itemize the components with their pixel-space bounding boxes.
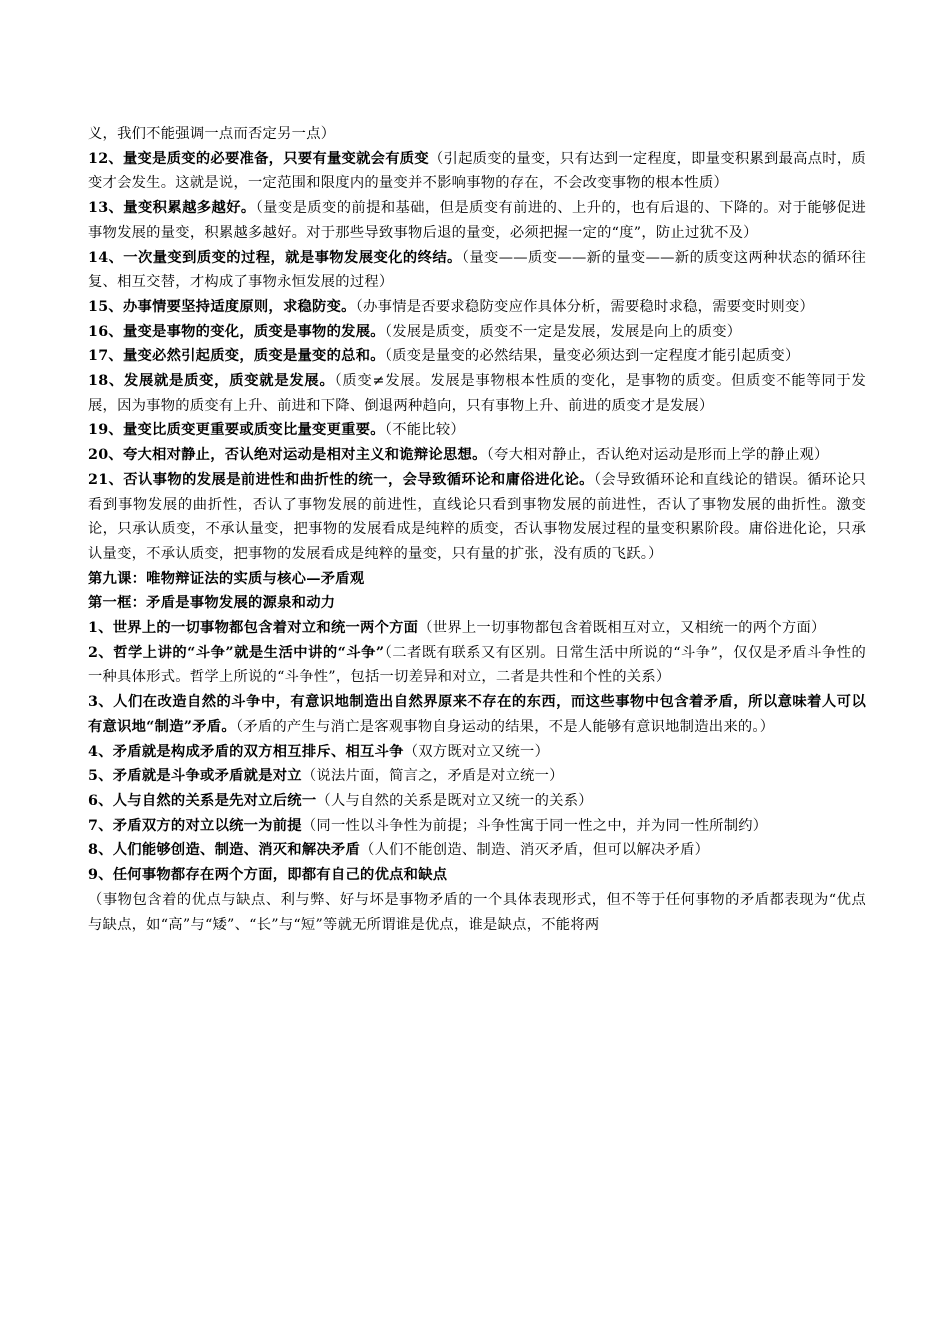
- item-note: （二者既有联系又有区别。日常生活中所说的“斗争”，仅仅是矛盾斗争性的一种具体形式。哲学上所说的“斗争性”，包括一切差异和对立，二者是共性和个性的关系）: [88, 644, 866, 686]
- list-item: [88, 443, 866, 468]
- list-item: [88, 641, 866, 690]
- list-item: [88, 344, 866, 369]
- item-note: （会导致循环论和直线论的错误。循环论只看到事物发展的曲折性，否认了事物发展的前进性，直线论只看到事物发展的前进性，否认了事物发展的曲折性。激变论，只承认质变，不承认量变，把事物的发展看成是纯粹的质变，否认事物发展过程的量变积累阶段。庸俗进化论，只承认量变，不承认质变，把事物的发展看成是纯粹的量变，只有量的扩张，没有质的飞跃。）: [88, 471, 866, 562]
- list-item: [88, 789, 866, 814]
- list-item: [88, 690, 866, 739]
- item-claim: 6、人与自然的关系是先对立后统一: [88, 792, 317, 809]
- item-note: （人与自然的关系是既对立又统一的关系）: [316, 792, 593, 809]
- document-page: [88, 122, 866, 937]
- list-item: [88, 838, 866, 863]
- item-note: （人们不能创造、制造、消灭矛盾，但可以解决矛盾）: [360, 842, 710, 859]
- list-item: [88, 468, 866, 567]
- list-item: [88, 196, 866, 245]
- item-note: （质变≠发展。发展是事物根本性质的变化，是事物的质变。但质变不能等同于发展，因为事物的质变有上升、前进和下降、倒退两种趋向，只有事物上升、前进的质变才是发展）: [88, 373, 866, 414]
- item-claim: 15、办事情要坚持适度原则，求稳防变。: [88, 298, 356, 315]
- item-claim: 1、世界上的一切事物都包含着对立和统一两个方面: [88, 620, 419, 637]
- list-item: [88, 295, 866, 320]
- tail-text: （事物包含着的优点与缺点、利与弊、好与坏是事物矛盾的一个具体表现形式，但不等于任何事物的矛盾都表现为“优点与缺点，如“高”与“矮”、“长”与“短”等就无所谓谁是优点，谁是缺点，不能将两: [88, 891, 866, 933]
- list-item: [88, 320, 866, 345]
- item-list-quantity-quality: [88, 147, 866, 567]
- list-item: [88, 814, 866, 839]
- list-item: [88, 147, 866, 196]
- frame-title: 第一框：矛盾是事物发展的源泉和动力: [88, 595, 336, 612]
- item-claim: 16、量变是事物的变化，质变是事物的发展。: [88, 323, 385, 340]
- item-note: （矛盾的产生与消亡是客观事物自身运动的结果，不是人能够有意识地制造出来的。）: [235, 718, 775, 735]
- item-note: （双方既对立又统一）: [403, 743, 550, 760]
- item-claim: 17、量变必然引起质变，质变是量变的总和。: [88, 348, 385, 365]
- item-note: （发展是质变，质变不一定是发展，发展是向上的质变）: [384, 323, 742, 340]
- item-note: （夸大相对静止，否认绝对运动是形而上学的静止观）: [486, 447, 829, 464]
- list-item: [88, 369, 866, 418]
- item-claim: 19、量变比质变更重要或质变比量变更重要。: [88, 422, 385, 439]
- item-claim: 14、一次量变到质变的过程，就是事物发展变化的终结。: [88, 249, 462, 266]
- item-note: （说法片面，简言之，矛盾是对立统一）: [301, 768, 564, 785]
- item-note: （引起质变的量变，只有达到一定程度，即量变积累到最高点时，质变才会发生。这就是说，一定范围和限度内的量变并不影响事物的存在，不会改变事物的根本性质）: [88, 150, 866, 192]
- item-claim: 13、量变积累越多越好。: [88, 200, 256, 217]
- item-claim: 8、人们能够创造、制造、消灭和解决矛盾: [88, 842, 361, 859]
- item-note: （量变是质变的前提和基础，但是质变有前进的、上升的，也有后退的、下降的。对于能够促进事物发展的量变，积累越多越好。对于那些导致事物后退的量变，必须把握一定的“度”，防止过犹不及）: [88, 200, 866, 241]
- list-item: [88, 740, 866, 765]
- item-claim: 12、量变是质变的必要准备，只要有量变就会有质变: [88, 150, 429, 167]
- lesson-title: 第九课：唯物辩证法的实质与核心—矛盾观: [88, 570, 365, 587]
- item-claim: 5、矛盾就是斗争或矛盾就是对立: [88, 768, 302, 785]
- list-item: [88, 616, 866, 641]
- list-item: [88, 863, 866, 888]
- item-claim: 20、夸大相对静止，否认绝对运动是相对主义和诡辩论思想。: [88, 447, 487, 464]
- item-claim: 3、人们在改造自然的斗争中，有意识地制造出自然界原来不存在的东西，而这些事物中包含着矛盾，所以意味着人可以有意识地“制造”矛盾。: [88, 694, 866, 735]
- list-item: [88, 246, 866, 295]
- item-note: （不能比较）: [384, 422, 465, 439]
- item-claim: 21、否认事物的发展是前进性和曲折性的统一，会导致循环论和庸俗进化论。: [88, 471, 594, 488]
- item-claim: 18、发展就是质变，质变就是发展。: [88, 373, 335, 390]
- item-note: （办事情是否要求稳防变应作具体分析，需要稳时求稳，需要变时则变）: [355, 298, 815, 315]
- item-note: （世界上一切事物都包含着既相互对立，又相统一的两个方面）: [418, 620, 826, 637]
- item-claim: 7、矛盾双方的对立以统一为前提: [88, 817, 302, 834]
- item-claim: 4、矛盾就是构成矛盾的双方相互排斥、相互斗争: [88, 743, 404, 760]
- list-item: [88, 418, 866, 443]
- list-item: [88, 764, 866, 789]
- item-claim: 2、哲学上讲的“斗争”就是生活中讲的“斗争”: [88, 644, 385, 661]
- item-claim: 9、任何事物都存在两个方面，即都有自己的优点和缺点: [88, 867, 448, 884]
- item-list-contradiction: [88, 616, 866, 888]
- lead-text: 义，我们不能强调一点而否定另一点）: [88, 126, 336, 142]
- item-note: （量变——质变——新的量变——新的质变这两种状态的循环往复、相互交替，才构成了事物永恒发展的过程）: [88, 249, 866, 291]
- item-note: （质变是量变的必然结果，量变必须达到一定程度才能引起质变）: [384, 348, 800, 365]
- item-note: （同一性以斗争性为前提；斗争性寓于同一性之中，并为同一性所制约）: [301, 817, 768, 834]
